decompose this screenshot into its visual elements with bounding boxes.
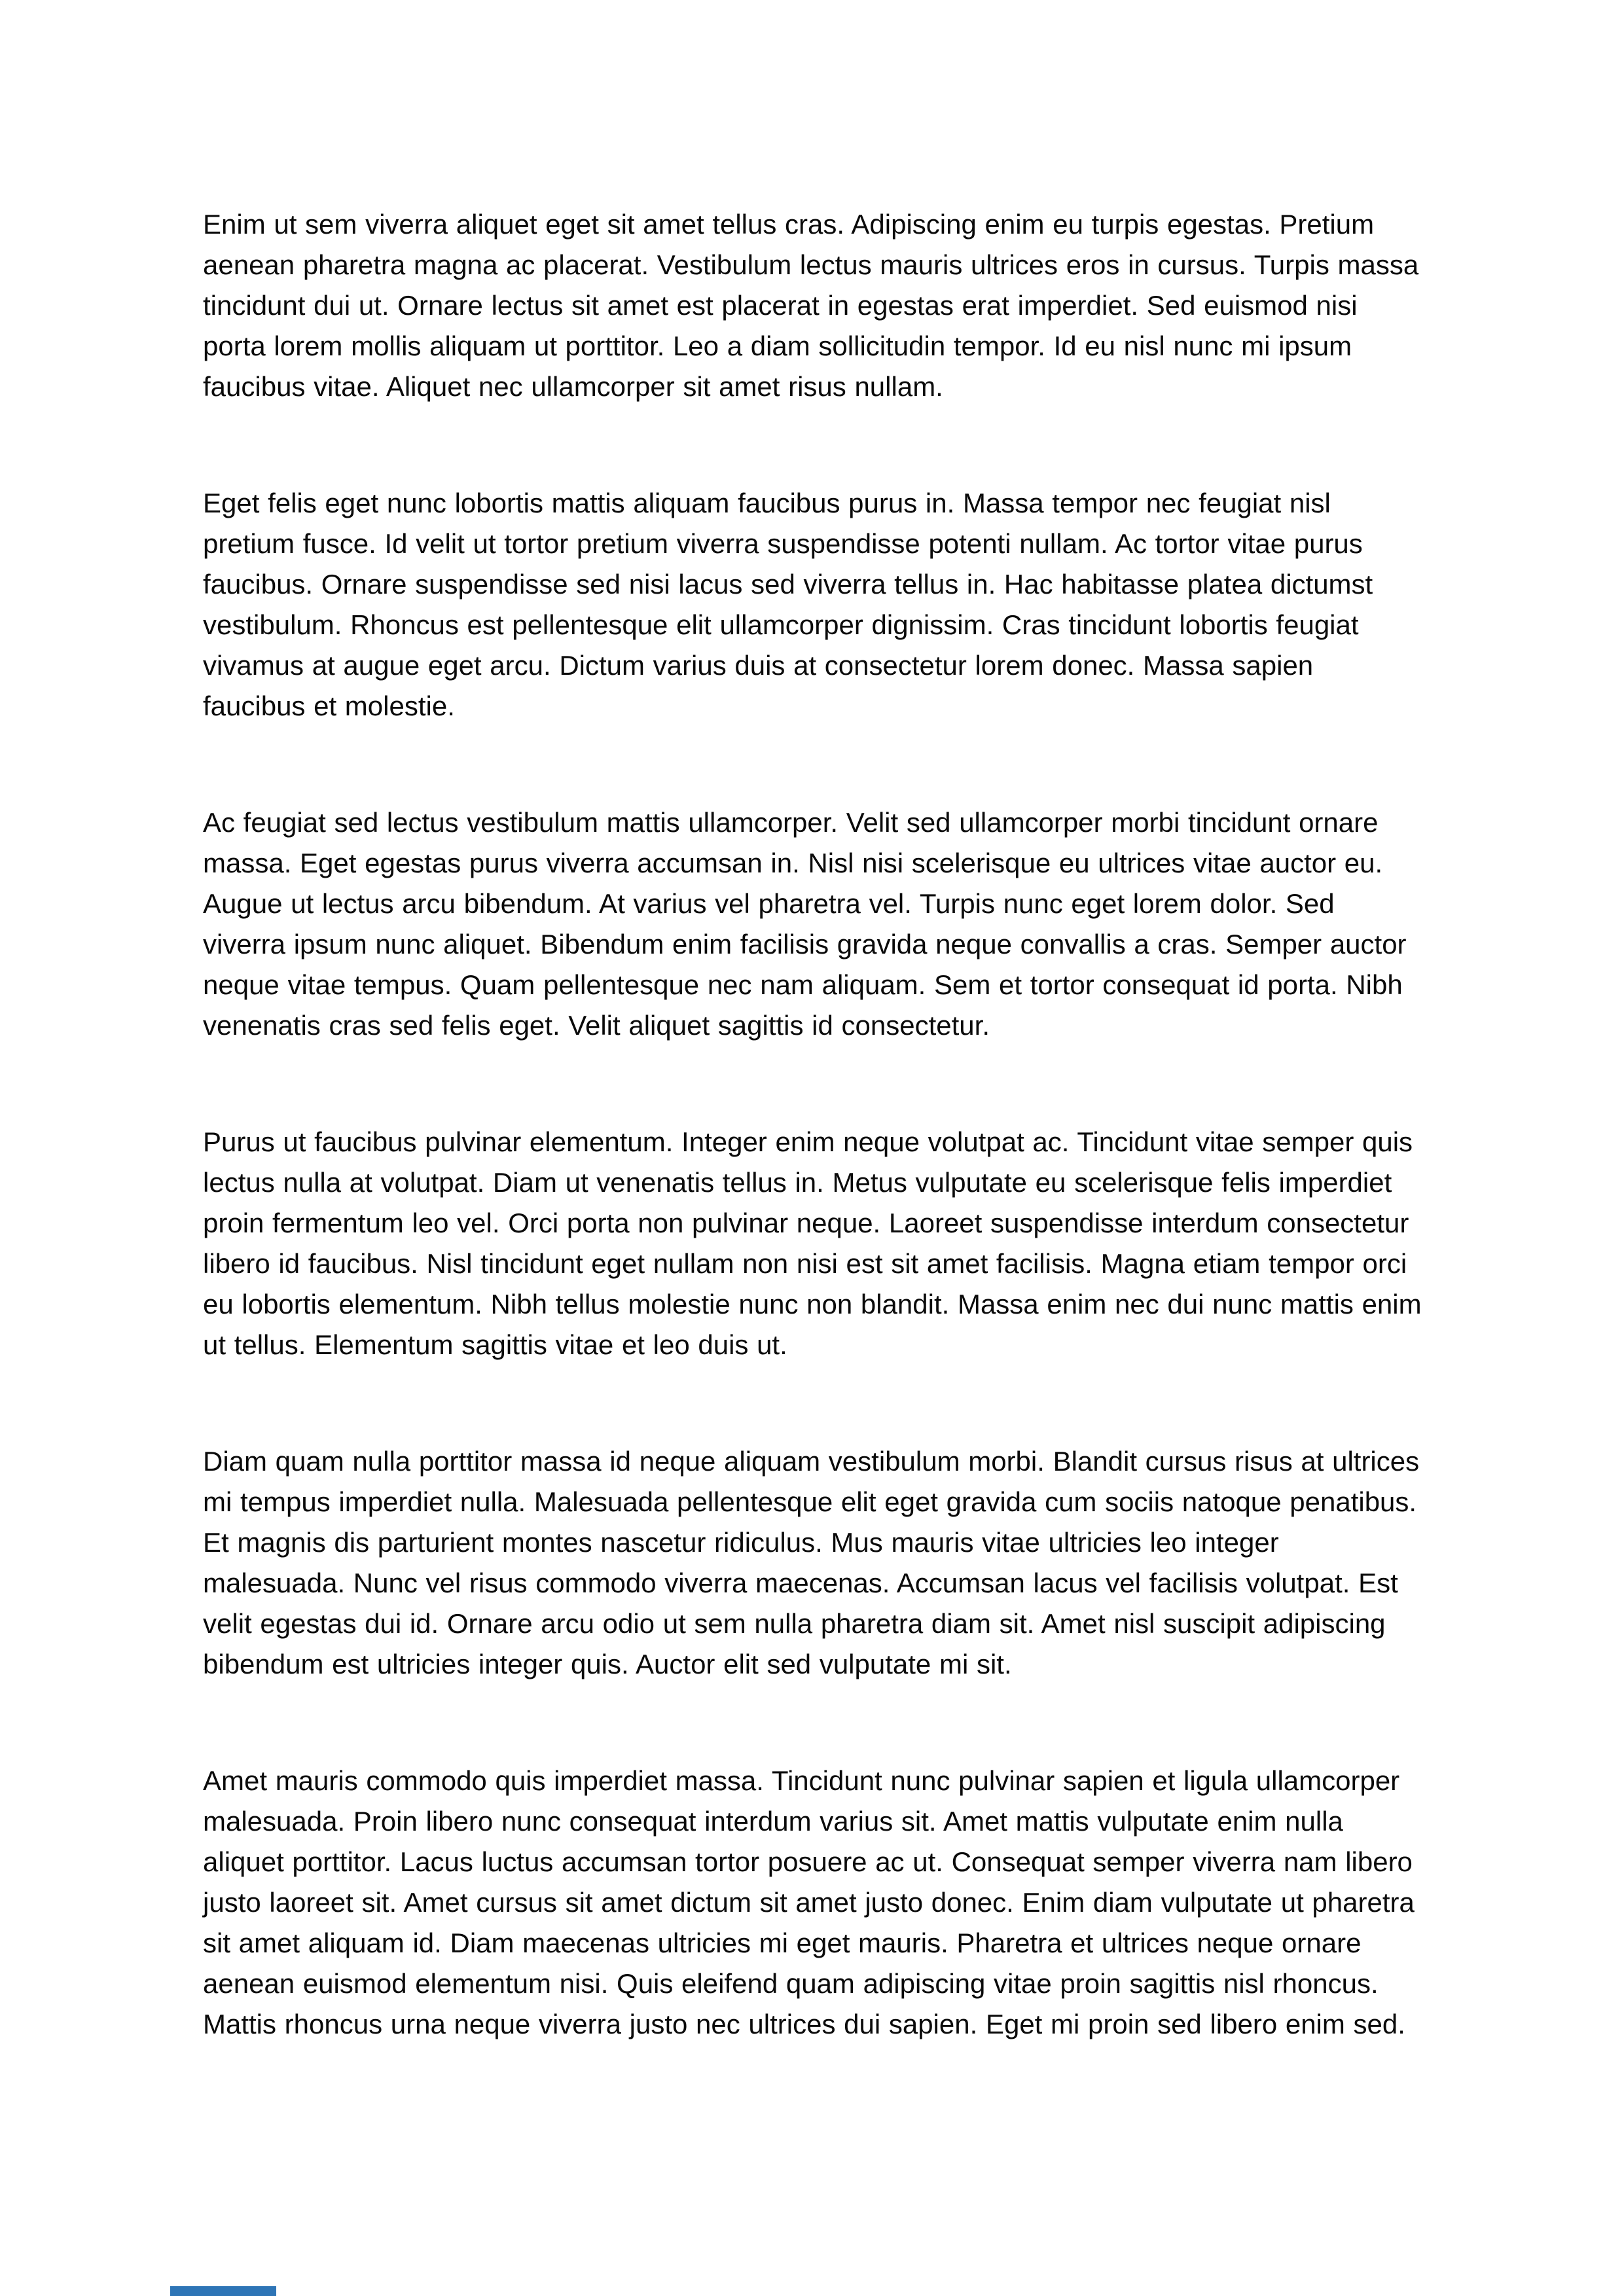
paragraph: Eget felis eget nunc lobortis mattis aliquam faucibus purus in. Massa tempor nec feugiat nisl pretium fusce. Id velit ut tortor pretium viverra suspendisse potenti nullam. Ac tortor vitae purus faucibus. Ornare suspendisse sed nisi lacus sed viverra tellus in. Hac habitasse platea dictumst vestibulum. Rhoncus est pellentesque elit ullamcorper dignissim. Cras tincidunt lobortis feugiat vivamus at augue eget arcu. Dictum varius duis at consectetur lorem donec. Massa sapien faucibus et molestie. <box>203 488 1373 721</box>
paragraph: Diam quam nulla porttitor massa id neque aliquam vestibulum morbi. Blandit cursus risus at ultrices mi tempus imperdiet nulla. Malesuada pellentesque elit eget gravida cum sociis natoque penatibus. Et magnis dis parturient montes nascetur ridiculus. Mus mauris vitae ultricies leo integer malesuada. Nunc vel risus commodo viverra maecenas. Accumsan lacus vel facilisis volutpat. Est velit egestas dui id. Ornare arcu odio ut sem nulla pharetra diam sit. Amet nisl suscipit adipiscing bibendum est ultricies integer quis. Auctor elit sed vulputate mi sit. <box>203 1446 1420 1679</box>
paragraph: Amet mauris commodo quis imperdiet massa. Tincidunt nunc pulvinar sapien et ligula ullamcorper malesuada. Proin libero nunc consequat interdum varius sit. Amet mattis vulputate enim nulla aliquet porttitor. Lacus luctus accumsan tortor posuere ac ut. Consequat semper viverra nam libero justo laoreet sit. Amet cursus sit amet dictum sit amet justo donec. Enim diam vulputate ut pharetra sit amet aliquam id. Diam maecenas ultricies mi eget mauris. Pharetra et ultrices neque ornare aenean euismod elementum nisi. Quis eleifend quam adipiscing vitae proin sagittis nisl rhoncus. Mattis rhoncus urna neque viverra justo nec ultrices dui sapien. Eget mi proin sed libero enim sed. <box>203 1765 1415 2039</box>
paragraph: Purus ut faucibus pulvinar elementum. Integer enim neque volutpat ac. Tincidunt vitae semper quis lectus nulla at volutpat. Diam ut venenatis tellus in. Metus vulputate eu scelerisque felis imperdiet proin fermentum leo vel. Orci porta non pulvinar neque. Laoreet suspendisse interdum consectetur libero id faucibus. Nisl tincidunt eget nullam non nisi est sit amet facilisis. Magna etiam tempor orci eu lobortis elementum. Nibh tellus molestie nunc non blandit. Massa enim nec dui nunc mattis enim ut tellus. Elementum sagittis vitae et leo duis ut. <box>203 1126 1422 1360</box>
paragraph: Enim ut sem viverra aliquet eget sit amet tellus cras. Adipiscing enim eu turpis egestas. Pretium aenean pharetra magna ac placerat. Vestibulum lectus mauris ultrices eros in cursus. Turpis massa tincidunt dui ut. Ornare lectus sit amet est placerat in egestas erat imperdiet. Sed euismod nisi porta lorem mollis aliquam ut porttitor. Leo a diam sollicitudin tempor. Id eu nisl nunc mi ipsum faucibus vitae. Aliquet nec ullamcorper sit amet risus nullam. <box>203 209 1419 402</box>
page-bottom-blue-artifact <box>170 2286 276 2296</box>
paragraph: Ac feugiat sed lectus vestibulum mattis ullamcorper. Velit sed ullamcorper morbi tincidunt ornare massa. Eget egestas purus viverra accumsan in. Nisl nisi scelerisque eu ultrices vitae auctor eu. Augue ut lectus arcu bibendum. At varius vel pharetra vel. Turpis nunc eget lorem dolor. Sed viverra ipsum nunc aliquet. Bibendum enim facilisis gravida neque convallis a cras. Semper auctor neque vitae tempus. Quam pellentesque nec nam aliquam. Sem et tortor consequat id porta. Nibh venenatis cras sed felis eget. Velit aliquet sagittis id consectetur. <box>203 807 1407 1041</box>
